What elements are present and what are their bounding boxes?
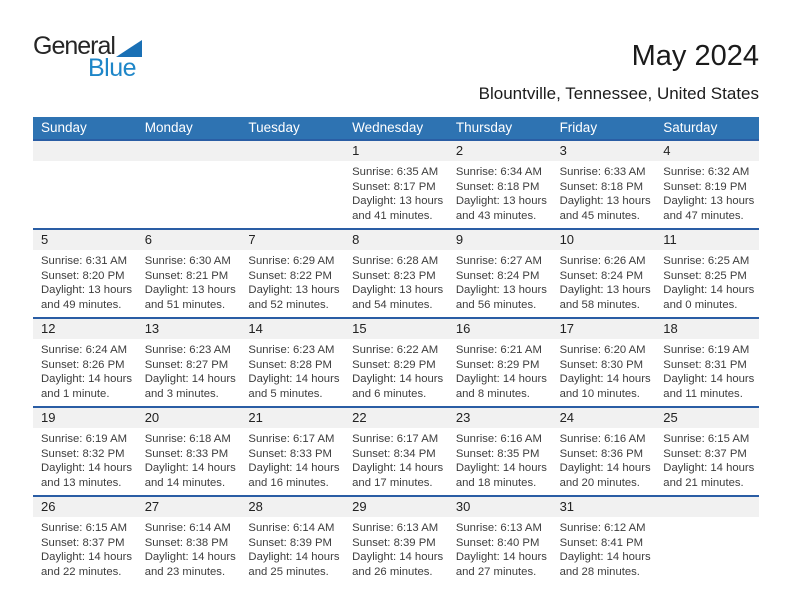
day-number: 30 xyxy=(448,497,552,517)
day-number: 19 xyxy=(33,408,137,428)
day-details xyxy=(655,250,759,312)
sunset-text: Sunset: 8:22 PM xyxy=(248,269,332,282)
day-number: 10 xyxy=(552,230,656,250)
day-details xyxy=(344,161,448,223)
daylight-text: Daylight: 14 hours and 10 minutes. xyxy=(559,373,651,400)
sunrise-text: Sunrise: 6:17 AM xyxy=(248,433,335,445)
daylight-text: Daylight: 14 hours and 26 minutes. xyxy=(352,551,444,578)
sunrise-text: Sunrise: 6:22 AM xyxy=(352,344,439,356)
daylight-text: Daylight: 13 hours and 47 minutes. xyxy=(663,195,755,222)
logo-text-general: General xyxy=(33,32,115,60)
day-cell-18 xyxy=(655,319,759,406)
sunrise-text: Sunrise: 6:21 AM xyxy=(455,344,542,356)
day-details xyxy=(552,161,656,223)
day-number: 3 xyxy=(552,141,656,161)
day-cell-empty xyxy=(137,141,241,228)
sunset-text: Sunset: 8:26 PM xyxy=(41,358,125,371)
daylight-text: Daylight: 13 hours and 43 minutes. xyxy=(455,195,547,222)
day-cell-20 xyxy=(137,408,241,495)
day-cell-17 xyxy=(552,319,656,406)
sunrise-text: Sunrise: 6:29 AM xyxy=(248,255,335,267)
day-details xyxy=(240,250,344,312)
sunrise-text: Sunrise: 6:14 AM xyxy=(248,522,335,534)
sunrise-text: Sunrise: 6:32 AM xyxy=(663,166,750,178)
sunset-text: Sunset: 8:24 PM xyxy=(559,269,644,282)
day-number: 24 xyxy=(552,408,656,428)
weekday-header-friday: Friday xyxy=(559,120,598,135)
sunset-text: Sunset: 8:30 PM xyxy=(559,358,644,371)
day-details xyxy=(655,339,759,401)
day-number: 12 xyxy=(33,319,137,339)
sunrise-text: Sunrise: 6:23 AM xyxy=(144,344,231,356)
sunset-text: Sunset: 8:24 PM xyxy=(455,269,540,282)
day-number: 13 xyxy=(137,319,241,339)
day-details xyxy=(344,339,448,401)
week-row-2 xyxy=(33,228,759,317)
sunset-text: Sunset: 8:31 PM xyxy=(663,358,747,371)
sunset-text: Sunset: 8:21 PM xyxy=(144,269,229,282)
daylight-text: Daylight: 14 hours and 0 minutes. xyxy=(663,284,755,311)
sunset-text: Sunset: 8:28 PM xyxy=(248,358,332,371)
sunrise-text: Sunrise: 6:18 AM xyxy=(144,433,231,445)
day-number: 18 xyxy=(655,319,759,339)
day-number: 27 xyxy=(137,497,241,517)
week-row-4 xyxy=(33,406,759,495)
weekday-header-sunday: Sunday xyxy=(41,120,87,135)
sunrise-text: Sunrise: 6:24 AM xyxy=(41,344,128,356)
day-number: 4 xyxy=(655,141,759,161)
day-cell-31 xyxy=(552,497,656,584)
daylight-text: Daylight: 13 hours and 51 minutes. xyxy=(144,284,236,311)
day-cell-24 xyxy=(552,408,656,495)
day-number: 9 xyxy=(448,230,552,250)
day-cell-27 xyxy=(137,497,241,584)
sunrise-text: Sunrise: 6:20 AM xyxy=(559,344,646,356)
day-number: 15 xyxy=(344,319,448,339)
sunrise-text: Sunrise: 6:13 AM xyxy=(352,522,439,534)
day-details xyxy=(240,517,344,579)
week-row-3 xyxy=(33,317,759,406)
day-details xyxy=(33,339,137,401)
day-number: 6 xyxy=(137,230,241,250)
day-number: 11 xyxy=(655,230,759,250)
day-cell-26 xyxy=(33,497,137,584)
sunset-text: Sunset: 8:23 PM xyxy=(352,269,436,282)
sunrise-text: Sunrise: 6:14 AM xyxy=(144,522,231,534)
day-details xyxy=(137,517,241,579)
day-number: 16 xyxy=(448,319,552,339)
daylight-text: Daylight: 14 hours and 17 minutes. xyxy=(352,462,444,489)
day-details xyxy=(33,250,137,312)
day-number: 22 xyxy=(344,408,448,428)
day-number: 7 xyxy=(240,230,344,250)
sunset-text: Sunset: 8:36 PM xyxy=(559,447,644,460)
page-title: May 2024 xyxy=(631,40,759,72)
week-row-1 xyxy=(33,139,759,228)
daylight-text: Daylight: 13 hours and 41 minutes. xyxy=(352,195,444,222)
sunset-text: Sunset: 8:37 PM xyxy=(41,536,125,549)
day-cell-6 xyxy=(137,230,241,317)
daylight-text: Daylight: 14 hours and 25 minutes. xyxy=(248,551,340,578)
daylight-text: Daylight: 14 hours and 8 minutes. xyxy=(455,373,547,400)
day-details xyxy=(137,428,241,490)
location-subtitle: Blountville, Tennessee, United States xyxy=(478,84,759,103)
day-cell-28 xyxy=(240,497,344,584)
day-cell-5 xyxy=(33,230,137,317)
day-cell-13 xyxy=(137,319,241,406)
day-cell-30 xyxy=(448,497,552,584)
sunset-text: Sunset: 8:37 PM xyxy=(663,447,747,460)
daylight-text: Daylight: 14 hours and 1 minute. xyxy=(41,373,133,400)
sunrise-text: Sunrise: 6:23 AM xyxy=(248,344,335,356)
sunset-text: Sunset: 8:25 PM xyxy=(663,269,747,282)
day-details xyxy=(655,161,759,223)
weekday-header-monday: Monday xyxy=(144,120,193,135)
day-details xyxy=(240,339,344,401)
day-cell-3 xyxy=(552,141,656,228)
weekday-header-thursday: Thursday xyxy=(455,120,513,135)
day-number: 28 xyxy=(240,497,344,517)
day-number: 14 xyxy=(240,319,344,339)
daylight-text: Daylight: 13 hours and 52 minutes. xyxy=(248,284,340,311)
day-number: 21 xyxy=(240,408,344,428)
day-cell-empty xyxy=(240,141,344,228)
day-cell-11 xyxy=(655,230,759,317)
day-cell-empty xyxy=(655,497,759,584)
day-cell-1 xyxy=(344,141,448,228)
weekday-header-wednesday: Wednesday xyxy=(352,120,424,135)
sunset-text: Sunset: 8:41 PM xyxy=(559,536,644,549)
day-number: 29 xyxy=(344,497,448,517)
day-number: 8 xyxy=(344,230,448,250)
page-header xyxy=(33,0,759,104)
sunrise-text: Sunrise: 6:25 AM xyxy=(663,255,750,267)
logo-text-blue: Blue xyxy=(88,54,137,82)
sunrise-text: Sunrise: 6:16 AM xyxy=(559,433,646,445)
sunrise-text: Sunrise: 6:26 AM xyxy=(559,255,646,267)
day-number xyxy=(240,141,344,161)
sunset-text: Sunset: 8:20 PM xyxy=(41,269,125,282)
sunset-text: Sunset: 8:29 PM xyxy=(352,358,436,371)
daylight-text: Daylight: 14 hours and 22 minutes. xyxy=(41,551,133,578)
sunrise-text: Sunrise: 6:30 AM xyxy=(144,255,231,267)
day-cell-10 xyxy=(552,230,656,317)
sunset-text: Sunset: 8:18 PM xyxy=(455,180,540,193)
day-details xyxy=(137,339,241,401)
daylight-text: Daylight: 14 hours and 5 minutes. xyxy=(248,373,340,400)
day-details xyxy=(448,428,552,490)
calendar-body xyxy=(33,139,759,584)
sunrise-text: Sunrise: 6:13 AM xyxy=(455,522,542,534)
daylight-text: Daylight: 14 hours and 28 minutes. xyxy=(559,551,651,578)
day-cell-22 xyxy=(344,408,448,495)
daylight-text: Daylight: 14 hours and 6 minutes. xyxy=(352,373,444,400)
day-number: 25 xyxy=(655,408,759,428)
daylight-text: Daylight: 14 hours and 16 minutes. xyxy=(248,462,340,489)
day-cell-14 xyxy=(240,319,344,406)
sunset-text: Sunset: 8:38 PM xyxy=(144,536,229,549)
day-details xyxy=(552,517,656,579)
sunset-text: Sunset: 8:18 PM xyxy=(559,180,644,193)
day-details xyxy=(655,428,759,490)
day-details xyxy=(33,428,137,490)
sunset-text: Sunset: 8:35 PM xyxy=(455,447,540,460)
daylight-text: Daylight: 13 hours and 56 minutes. xyxy=(455,284,547,311)
daylight-text: Daylight: 14 hours and 18 minutes. xyxy=(455,462,547,489)
daylight-text: Daylight: 14 hours and 23 minutes. xyxy=(144,551,236,578)
day-details xyxy=(344,250,448,312)
daylight-text: Daylight: 14 hours and 20 minutes. xyxy=(559,462,651,489)
sunrise-text: Sunrise: 6:31 AM xyxy=(41,255,128,267)
day-details xyxy=(344,428,448,490)
daylight-text: Daylight: 14 hours and 21 minutes. xyxy=(663,462,755,489)
day-cell-25 xyxy=(655,408,759,495)
daylight-text: Daylight: 14 hours and 13 minutes. xyxy=(41,462,133,489)
sunset-text: Sunset: 8:39 PM xyxy=(248,536,332,549)
sunrise-text: Sunrise: 6:34 AM xyxy=(455,166,542,178)
day-cell-21 xyxy=(240,408,344,495)
sunset-text: Sunset: 8:33 PM xyxy=(248,447,332,460)
sunrise-text: Sunrise: 6:35 AM xyxy=(352,166,439,178)
daylight-text: Daylight: 14 hours and 27 minutes. xyxy=(455,551,547,578)
week-row-5 xyxy=(33,495,759,584)
sunset-text: Sunset: 8:19 PM xyxy=(663,180,747,193)
day-details xyxy=(137,250,241,312)
sunrise-text: Sunrise: 6:33 AM xyxy=(559,166,646,178)
day-cell-7 xyxy=(240,230,344,317)
day-number xyxy=(33,141,137,161)
sunset-text: Sunset: 8:32 PM xyxy=(41,447,125,460)
day-cell-8 xyxy=(344,230,448,317)
sunrise-text: Sunrise: 6:27 AM xyxy=(455,255,542,267)
day-number: 2 xyxy=(448,141,552,161)
sunset-text: Sunset: 8:40 PM xyxy=(455,536,540,549)
day-cell-12 xyxy=(33,319,137,406)
day-details xyxy=(448,339,552,401)
day-number xyxy=(655,497,759,517)
day-number: 1 xyxy=(344,141,448,161)
general-blue-logo xyxy=(33,34,142,81)
daylight-text: Daylight: 13 hours and 45 minutes. xyxy=(559,195,651,222)
sunset-text: Sunset: 8:33 PM xyxy=(144,447,229,460)
title-block xyxy=(479,34,759,104)
day-number xyxy=(137,141,241,161)
day-number: 31 xyxy=(552,497,656,517)
day-cell-19 xyxy=(33,408,137,495)
sunset-text: Sunset: 8:27 PM xyxy=(144,358,229,371)
day-number: 17 xyxy=(552,319,656,339)
sunset-text: Sunset: 8:29 PM xyxy=(455,358,540,371)
day-cell-empty xyxy=(33,141,137,228)
day-details xyxy=(552,250,656,312)
day-cell-16 xyxy=(448,319,552,406)
day-cell-15 xyxy=(344,319,448,406)
sunrise-text: Sunrise: 6:17 AM xyxy=(352,433,439,445)
day-details xyxy=(448,250,552,312)
day-details xyxy=(344,517,448,579)
sunset-text: Sunset: 8:34 PM xyxy=(352,447,436,460)
daylight-text: Daylight: 14 hours and 3 minutes. xyxy=(144,373,236,400)
sunrise-text: Sunrise: 6:19 AM xyxy=(41,433,128,445)
weekday-header-saturday: Saturday xyxy=(663,120,718,135)
day-cell-4 xyxy=(655,141,759,228)
sunrise-text: Sunrise: 6:15 AM xyxy=(41,522,128,534)
day-number: 23 xyxy=(448,408,552,428)
daylight-text: Daylight: 13 hours and 49 minutes. xyxy=(41,284,133,311)
weekday-header-row xyxy=(33,117,759,139)
day-number: 5 xyxy=(33,230,137,250)
sunrise-text: Sunrise: 6:19 AM xyxy=(663,344,750,356)
day-cell-9 xyxy=(448,230,552,317)
day-details xyxy=(552,428,656,490)
day-details xyxy=(448,161,552,223)
day-number: 26 xyxy=(33,497,137,517)
day-number: 20 xyxy=(137,408,241,428)
sunrise-text: Sunrise: 6:15 AM xyxy=(663,433,750,445)
day-cell-2 xyxy=(448,141,552,228)
weekday-header-tuesday: Tuesday xyxy=(248,120,300,135)
day-details xyxy=(33,517,137,579)
day-details xyxy=(448,517,552,579)
daylight-text: Daylight: 14 hours and 14 minutes. xyxy=(144,462,236,489)
day-details xyxy=(240,428,344,490)
sunset-text: Sunset: 8:39 PM xyxy=(352,536,436,549)
daylight-text: Daylight: 13 hours and 54 minutes. xyxy=(352,284,444,311)
sunset-text: Sunset: 8:17 PM xyxy=(352,180,436,193)
sunrise-text: Sunrise: 6:16 AM xyxy=(455,433,542,445)
sunrise-text: Sunrise: 6:12 AM xyxy=(559,522,646,534)
sunrise-text: Sunrise: 6:28 AM xyxy=(352,255,439,267)
daylight-text: Daylight: 14 hours and 11 minutes. xyxy=(663,373,755,400)
daylight-text: Daylight: 13 hours and 58 minutes. xyxy=(559,284,651,311)
day-cell-23 xyxy=(448,408,552,495)
day-details xyxy=(552,339,656,401)
day-cell-29 xyxy=(344,497,448,584)
